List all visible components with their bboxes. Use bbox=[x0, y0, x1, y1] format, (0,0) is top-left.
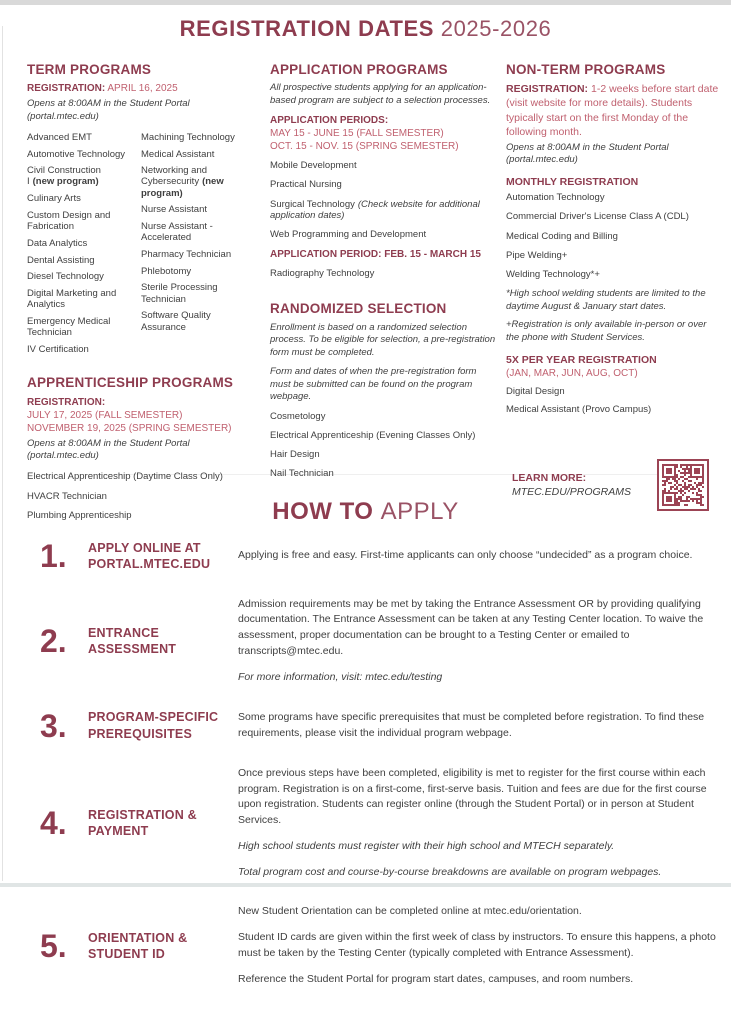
program-name: Commercial Driver's License Class A (CDL) bbox=[506, 211, 689, 223]
program-item bbox=[270, 449, 496, 460]
program-name: Mobile Development bbox=[270, 160, 357, 172]
registration-label: REGISTRATION: bbox=[27, 83, 106, 95]
program-item bbox=[141, 165, 255, 199]
step-paragraph-italic: For more information, visit: mtec.edu/testing bbox=[238, 670, 443, 683]
program-name: Nurse Assistant - Accelerated bbox=[141, 221, 213, 244]
registration-date: APRIL 16, 2025 bbox=[107, 83, 178, 95]
program-item bbox=[27, 288, 130, 310]
application-programs-heading: APPLICATION PROGRAMS bbox=[270, 62, 448, 77]
randomized-intro-2: Form and dates of when the pre-registration form must be submitted can be found on the program webpage. bbox=[270, 366, 477, 403]
step-heading: ENTRANCE ASSESSMENT bbox=[88, 625, 177, 656]
program-item bbox=[141, 249, 255, 260]
monthly-list bbox=[506, 192, 722, 280]
randomized-list bbox=[270, 411, 496, 480]
program-item bbox=[27, 344, 130, 355]
step-paragraph: Reference the Student Portal for program start dates, campuses, and room numbers. bbox=[238, 972, 634, 985]
program-name: IV Certification bbox=[27, 343, 89, 355]
step-body bbox=[238, 710, 718, 742]
step-heading: APPLY ONLINE AT PORTAL.MTEC.EDU bbox=[88, 541, 211, 572]
program-item bbox=[141, 266, 255, 277]
program-name: Data Analytics bbox=[27, 237, 88, 249]
registration-label: REGISTRATION: bbox=[506, 83, 589, 96]
program-name: Electrical Apprenticeship (Evening Classes Only) bbox=[270, 430, 476, 442]
howto-title-bold: HOW TO bbox=[272, 498, 374, 525]
program-name: Plumbing Apprenticeship bbox=[27, 509, 132, 521]
step-heading: PROGRAM-SPECIFIC PREREQUISITES bbox=[88, 710, 219, 741]
step-paragraph: New Student Orientation can be completed online at mtec.edu/orientation. bbox=[238, 905, 582, 918]
term-list-left bbox=[27, 132, 130, 361]
program-name: Nail Technician bbox=[270, 468, 334, 480]
program-item bbox=[141, 149, 255, 160]
program-name: Sterile Processing Technician bbox=[141, 282, 218, 305]
program-name: Dental Assisting bbox=[27, 254, 95, 266]
program-name: HVACR Technician bbox=[27, 490, 107, 502]
step-body bbox=[238, 904, 718, 987]
term-list-right bbox=[141, 132, 255, 361]
page-title-year: 2025-2026 bbox=[440, 16, 552, 41]
new-program-tag: (new program) bbox=[32, 176, 99, 188]
fivex-months: (JAN, MAR, JUN, AUG, OCT) bbox=[506, 367, 638, 379]
application-period-date: MAY 15 - JUNE 15 (FALL SEMESTER) bbox=[270, 128, 444, 140]
learn-more-text bbox=[512, 472, 631, 499]
column-nonterm bbox=[506, 62, 722, 511]
fivex-registration-label: 5X PER YEAR REGISTRATION bbox=[506, 354, 657, 367]
step-paragraph: Once previous steps have been completed, eligibility is met to register for the first course within each program. Registration is on a first-come, first-serve basis. Tuition and fees are due for the first course upon registration. Students can register online (through the Student Portal) or in person at Student Services. bbox=[238, 766, 707, 826]
randomized-intro-1: Enrollment is based on a randomized selection process. To be eligible for selection, a pre-registration form must be completed. bbox=[270, 321, 496, 358]
apprenticeship-dates bbox=[27, 409, 259, 435]
term-programs-section bbox=[27, 62, 259, 360]
program-item bbox=[270, 430, 496, 441]
program-item bbox=[506, 404, 722, 415]
program-item bbox=[27, 271, 130, 282]
nonterm-registration-line bbox=[506, 82, 722, 139]
application-period2-label: APPLICATION PERIOD: FEB. 15 - MARCH 15 bbox=[270, 249, 481, 261]
program-name: Culinary Arts bbox=[27, 193, 81, 205]
program-item bbox=[506, 211, 722, 222]
program-item bbox=[141, 282, 255, 304]
program-name: Automation Technology bbox=[506, 192, 605, 204]
randomized-selection-section bbox=[270, 301, 496, 479]
program-name: Surgical Technology bbox=[270, 198, 355, 210]
program-name: Civil Construction I bbox=[27, 165, 101, 188]
program-name: Digital Marketing and Analytics bbox=[27, 287, 117, 311]
application-list2 bbox=[270, 268, 496, 279]
step-paragraph-italic: Total program cost and course-by-course breakdowns are available on program webpages. bbox=[238, 865, 662, 878]
step-number: 5. bbox=[40, 927, 67, 964]
program-item bbox=[141, 204, 255, 215]
application-period-date: OCT. 15 - NOV. 15 (SPRING SEMESTER) bbox=[270, 141, 459, 153]
step-heading: REGISTRATION & PAYMENT bbox=[88, 807, 197, 838]
step-row-4 bbox=[40, 766, 718, 881]
column-application bbox=[270, 62, 496, 488]
program-item bbox=[27, 210, 130, 232]
program-item bbox=[506, 250, 722, 261]
program-name: Advanced EMT bbox=[27, 131, 92, 143]
application-periods bbox=[270, 127, 496, 153]
randomized-selection-heading: RANDOMIZED SELECTION bbox=[270, 301, 447, 317]
scan-edge-left bbox=[2, 26, 3, 881]
program-item bbox=[270, 411, 496, 422]
application-intro: All prospective students applying for an application-based program are subject to a selection processes. bbox=[270, 82, 491, 106]
opens-note: Opens at 8:00AM in the Student Portal (portal.mtec.edu) bbox=[506, 141, 669, 166]
step-row-2 bbox=[40, 597, 718, 686]
program-note: (Check website for additional application dates) bbox=[270, 198, 480, 221]
program-item bbox=[270, 160, 496, 171]
scan-edge-top bbox=[0, 0, 731, 5]
program-item bbox=[27, 255, 130, 266]
registration-detail: 1-2 weeks before start date (visit website for more details). Students typically start on the first Monday of the following month. bbox=[506, 83, 719, 138]
program-item bbox=[27, 471, 259, 482]
step-paragraph: Some programs have specific prerequisites that must be completed before registration. To find these requirements, please visit the individual program webpage. bbox=[238, 710, 705, 739]
nonterm-programs-section bbox=[506, 62, 722, 415]
program-name: Welding Technology*+ bbox=[506, 268, 600, 280]
program-name: Emergency Medical Technician bbox=[27, 315, 111, 339]
step-row-5 bbox=[40, 904, 718, 987]
program-name: Web Programming and Development bbox=[270, 229, 427, 241]
program-item bbox=[141, 221, 255, 243]
nonterm-programs-heading: NON-TERM PROGRAMS bbox=[506, 62, 666, 77]
program-name: Nurse Assistant bbox=[141, 204, 207, 216]
program-name: Pharmacy Technician bbox=[141, 249, 232, 260]
opens-note: Opens at 8:00AM in the Student Portal (portal.mtec.edu) bbox=[27, 98, 190, 122]
howto-steps bbox=[40, 540, 718, 1011]
step-paragraph: Admission requirements may be met by taking the Entrance Assessment OR by providing qualifying documentation. The Entrance Assessment can be taken at any Testing Center location. To waive the assessment, proper documentation can be brought to a Testing Center or emailed to transcripts@mtec.edu. bbox=[238, 597, 704, 657]
program-name: Digital Design bbox=[506, 385, 565, 397]
program-name: Custom Design and Fabrication bbox=[27, 209, 111, 233]
registration-date: NOVEMBER 19, 2025 (SPRING SEMESTER) bbox=[27, 422, 232, 434]
apprenticeship-heading: APPRENTICESHIP PROGRAMS bbox=[27, 375, 234, 391]
program-item bbox=[27, 316, 130, 338]
program-name: Hair Design bbox=[270, 449, 320, 461]
program-name: Networking and Cybersecurity bbox=[141, 165, 208, 188]
application-programs-section bbox=[270, 62, 496, 279]
term-program-lists bbox=[27, 132, 259, 361]
program-item bbox=[27, 132, 130, 143]
step-row-1 bbox=[40, 540, 718, 573]
application-list bbox=[270, 160, 496, 240]
column-term bbox=[27, 62, 259, 529]
program-item bbox=[27, 165, 130, 187]
program-name: Medical Assistant (Provo Campus) bbox=[506, 404, 652, 416]
program-name: Radiography Technology bbox=[270, 268, 375, 280]
scan-edge-bottom bbox=[0, 883, 731, 887]
program-name: Electrical Apprenticeship (Daytime Class Only) bbox=[27, 471, 223, 483]
program-item bbox=[506, 269, 722, 280]
step-heading: ORIENTATION & STUDENT ID bbox=[88, 930, 188, 961]
program-item bbox=[506, 231, 722, 242]
program-name: Medical Assistant bbox=[141, 148, 215, 160]
page-title bbox=[0, 16, 731, 42]
registration-label: REGISTRATION: bbox=[27, 396, 106, 408]
term-registration-line bbox=[27, 82, 259, 95]
step-paragraph: Applying is free and easy. First-time applicants can only choose “undecided” as a program choice. bbox=[238, 549, 693, 562]
opens-note: Opens at 8:00AM in the Student Portal (portal.mtec.edu) bbox=[27, 437, 190, 461]
new-program-tag: (new program) bbox=[141, 176, 224, 199]
step-number: 1. bbox=[40, 538, 67, 575]
apprenticeship-registration-label bbox=[27, 396, 259, 409]
learn-more-label: LEARN MORE: bbox=[512, 471, 587, 484]
step-number: 4. bbox=[40, 805, 67, 841]
term-programs-heading: TERM PROGRAMS bbox=[27, 62, 152, 77]
monthly-registration-label: MONTHLY REGISTRATION bbox=[506, 175, 639, 188]
registration-availability-note: +Registration is only available in-person or over the phone with Student Services. bbox=[506, 319, 707, 343]
program-item bbox=[270, 468, 496, 479]
program-item bbox=[506, 192, 722, 203]
program-item bbox=[27, 193, 130, 204]
program-item bbox=[506, 386, 722, 397]
program-item bbox=[270, 268, 496, 279]
program-name: Software Quality Assurance bbox=[141, 310, 211, 333]
program-name: Phlebotomy bbox=[141, 265, 192, 277]
step-number: 3. bbox=[40, 707, 67, 744]
step-paragraph: Student ID cards are given within the first week of class by instructors. To ensure this happens, a photo must be taken by the Testing Center (typically completed with Entrance Assessment). bbox=[238, 931, 716, 959]
step-body bbox=[238, 597, 718, 686]
program-name: Automotive Technology bbox=[27, 148, 126, 160]
program-item bbox=[141, 132, 255, 143]
program-name: Practical Nursing bbox=[270, 179, 342, 191]
step-paragraph-italic: High school students must register with their high school and MTECH separately. bbox=[238, 839, 615, 852]
step-body bbox=[238, 548, 718, 564]
program-item bbox=[270, 179, 496, 190]
learn-more-url: MTEC.EDU/PROGRAMS bbox=[512, 486, 632, 499]
welding-note: *High school welding students are limited to the daytime August & January start dates. bbox=[506, 288, 706, 312]
step-number: 2. bbox=[40, 622, 67, 659]
fivex-list bbox=[506, 386, 722, 415]
registration-date: JULY 17, 2025 (FALL SEMESTER) bbox=[27, 409, 183, 421]
program-name: Medical Coding and Billing bbox=[506, 230, 618, 242]
step-row-3 bbox=[40, 709, 718, 742]
howto-title bbox=[0, 498, 731, 526]
step-body bbox=[238, 766, 718, 881]
howto-title-light: APPLY bbox=[380, 498, 459, 525]
program-item bbox=[270, 229, 496, 240]
application-periods-label: APPLICATION PERIODS: bbox=[270, 115, 389, 127]
program-item bbox=[27, 149, 130, 160]
program-name: Cosmetology bbox=[270, 410, 326, 422]
page-title-bold: REGISTRATION DATES bbox=[179, 16, 435, 41]
program-item bbox=[270, 199, 496, 221]
program-name: Diesel Technology bbox=[27, 271, 104, 283]
program-item bbox=[141, 310, 255, 332]
program-name: Machining Technology bbox=[141, 131, 235, 143]
program-item bbox=[27, 238, 130, 249]
program-name: Pipe Welding+ bbox=[506, 249, 568, 261]
